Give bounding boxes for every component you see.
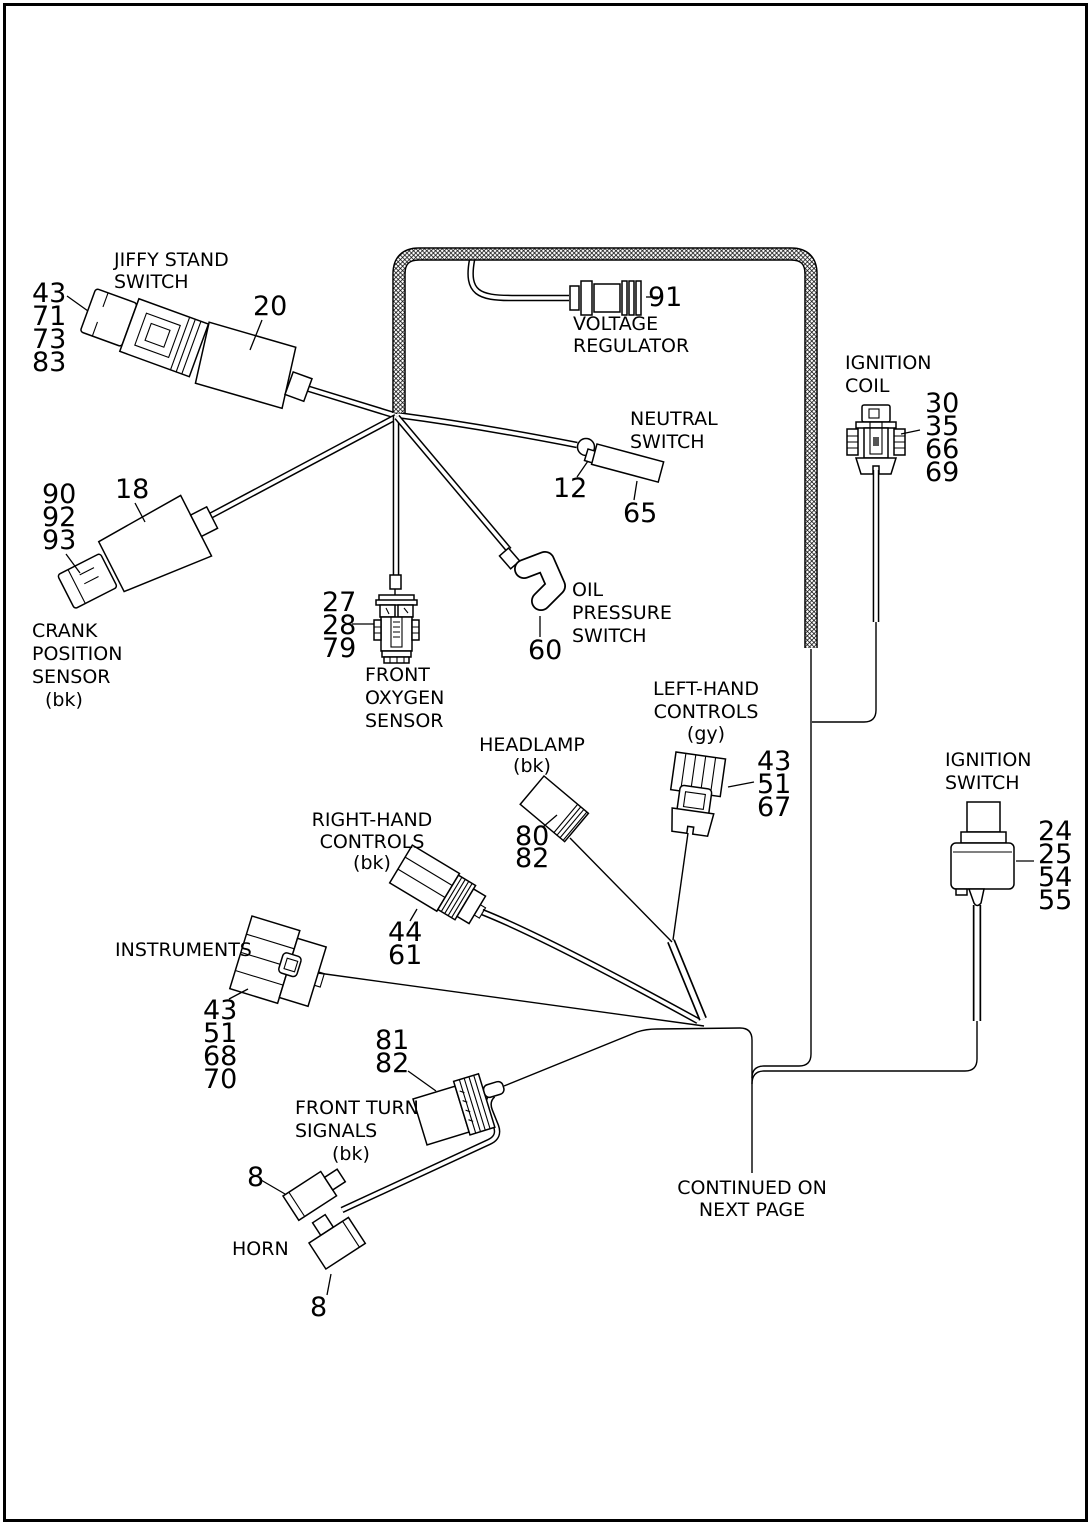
coil-join-line (812, 622, 876, 722)
instruments-connector-symbol (230, 916, 334, 1014)
label-crank-position-sensor: CRANK (32, 620, 98, 642)
callout-ignsw-54: 54 (1038, 862, 1073, 893)
callout-lh-43: 43 (757, 746, 792, 777)
label-crank-position-sensor: SENSOR (32, 666, 111, 688)
callout-o2-79: 79 (322, 633, 357, 664)
label-neutral-switch: NEUTRAL (630, 408, 718, 430)
left-hand-controls-symbol (665, 752, 726, 837)
crank-sensor-cable (210, 417, 396, 516)
callout-horn-8b: 8 (310, 1292, 328, 1323)
jiffy-stand-cable (306, 388, 397, 416)
label-ignition-coil: COIL (845, 375, 890, 397)
label-right-hand-controls: (bk) (353, 852, 391, 874)
callout-ignsw-25: 25 (1038, 839, 1073, 870)
label-oil-pressure-switch: SWITCH (572, 625, 647, 647)
callout-instruments-70: 70 (203, 1064, 238, 1095)
conduit-continuation-line (752, 649, 811, 1078)
callout-headlamp-80: 80 (515, 821, 550, 852)
voltage-regulator-pigtail (471, 260, 569, 298)
harness-wires (210, 260, 977, 1210)
neutral-switch-cable (397, 415, 577, 445)
callout-jiffy-73: 73 (32, 324, 67, 355)
callout-neutral-65: 65 (623, 498, 658, 529)
oil-pressure-cable (397, 417, 509, 550)
label-instruments: INSTRUMENTS (115, 939, 252, 961)
ignition-switch-join-line (752, 1021, 977, 1084)
label-voltage-regulator: REGULATOR (573, 335, 690, 357)
oil-pressure-switch-symbol (499, 548, 556, 601)
callout-cps-90: 90 (42, 479, 77, 510)
label-ignition-switch: SWITCH (945, 772, 1020, 794)
label-front-turn-signals: FRONT TURN (295, 1097, 419, 1119)
callout-coil-30: 30 (925, 388, 960, 419)
callout-horn-8a: 8 (247, 1162, 265, 1193)
callout-headlamp-82: 82 (515, 843, 550, 874)
callout-jiffy-43: 43 (32, 278, 67, 309)
horn-terminal-1-symbol (283, 1163, 349, 1220)
ignition-switch-symbol (951, 802, 1014, 906)
callout-neutral-12: 12 (553, 473, 588, 504)
headlamp-line (570, 838, 672, 942)
callout-coil-69: 69 (925, 457, 960, 488)
callout-fts-81: 81 (375, 1025, 410, 1056)
label-front-oxygen-sensor: OXYGEN (365, 687, 445, 709)
label-oil-pressure-switch: OIL (572, 579, 604, 601)
label-jiffy-stand-switch: SWITCH (114, 271, 189, 293)
callout-coil-35: 35 (925, 411, 960, 442)
horn-terminal-2-symbol (301, 1205, 365, 1269)
label-oil-pressure-switch: PRESSURE (572, 602, 672, 624)
callout-ignsw-24: 24 (1038, 816, 1073, 847)
label-front-oxygen-sensor: SENSOR (365, 710, 444, 732)
label-left-hand-controls: CONTROLS (653, 701, 759, 723)
callout-jiffy-20: 20 (253, 291, 288, 322)
callout-rh-61: 61 (388, 940, 423, 971)
label-continued-on-next-page: NEXT PAGE (698, 1199, 806, 1221)
label-crank-position-sensor: (bk) (45, 689, 83, 711)
callout-rh-44: 44 (388, 917, 423, 948)
callout-cps-92: 92 (42, 502, 77, 533)
ignition-coil-symbol (847, 405, 905, 474)
callout-ignsw-55: 55 (1038, 885, 1073, 916)
label-front-oxygen-sensor: FRONT (365, 664, 430, 686)
left-hand-controls-line (673, 833, 688, 940)
callout-lh-67: 67 (757, 792, 792, 823)
callout-fts-82: 82 (375, 1048, 410, 1079)
label-front-turn-signals: SIGNALS (295, 1120, 378, 1142)
label-left-hand-controls: (gy) (686, 723, 726, 745)
label-right-hand-controls: CONTROLS (319, 831, 425, 853)
callout-jiffy-71: 71 (32, 301, 67, 332)
callout-coil-66: 66 (925, 434, 960, 465)
callout-jiffy-83: 83 (32, 347, 67, 378)
label-neutral-switch: SWITCH (630, 431, 705, 453)
callout-cps-93: 93 (42, 525, 77, 556)
callout-ops-60: 60 (528, 635, 563, 666)
label-horn: HORN (232, 1238, 289, 1260)
label-crank-position-sensor: POSITION (32, 643, 123, 665)
callout-lh-51: 51 (757, 769, 792, 800)
turn-signal-trunk-line (504, 1028, 752, 1173)
callout-instruments-68: 68 (203, 1041, 238, 1072)
crank-position-sensor-symbol (51, 487, 228, 622)
callout-instruments-43: 43 (203, 995, 238, 1026)
label-front-turn-signals: (bk) (332, 1143, 370, 1165)
instruments-line (318, 973, 704, 1026)
label-voltage-regulator: VOLTAGE (573, 313, 659, 335)
label-ignition-coil: IGNITION (845, 352, 932, 374)
voltage-regulator-connector-symbol (570, 281, 641, 315)
label-headlamp: HEADLAMP (479, 734, 585, 756)
callout-o2-27: 27 (322, 587, 357, 618)
callout-o2-28: 28 (322, 610, 357, 641)
front-oxygen-sensor-symbol (374, 575, 419, 663)
label-left-hand-controls: LEFT-HAND (652, 678, 760, 700)
label-ignition-switch: IGNITION (945, 749, 1032, 771)
label-continued-on-next-page: CONTINUED ON (677, 1177, 827, 1199)
label-right-hand-controls: RIGHT-HAND (311, 809, 433, 831)
callout-cps-18: 18 (115, 474, 150, 505)
callout-instruments-51: 51 (203, 1018, 238, 1049)
callout-voltage-regulator-91: 91 (648, 282, 683, 313)
label-jiffy-stand-switch: JIFFY STAND (114, 249, 229, 271)
label-headlamp: (bk) (513, 755, 551, 777)
labels (32, 249, 1032, 1260)
